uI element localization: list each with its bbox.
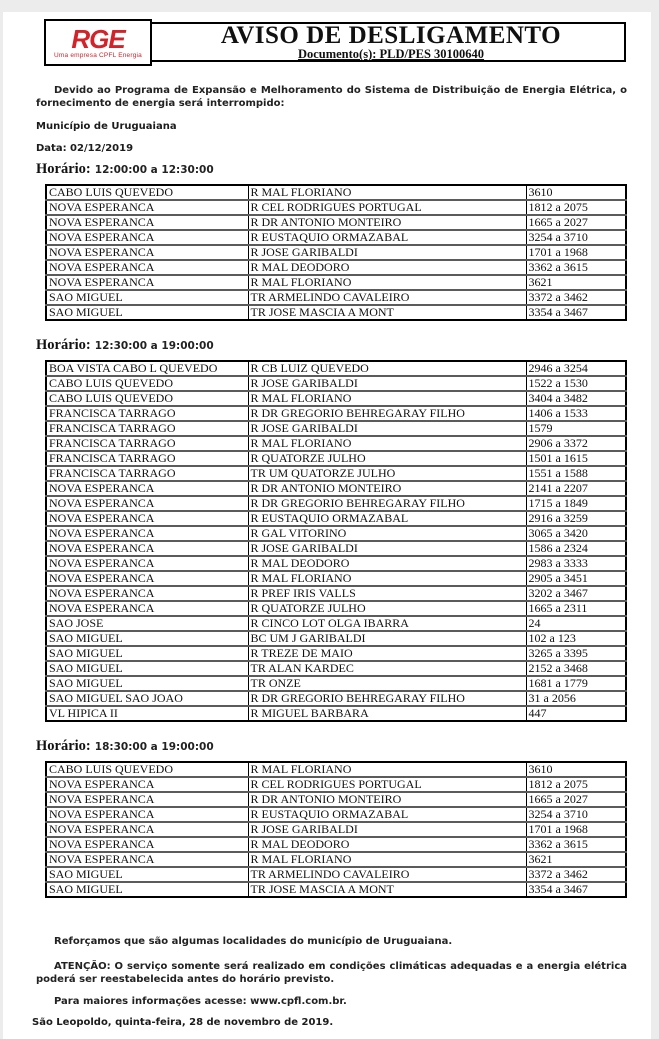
neighborhood-cell: NOVA ESPERANCA [46, 601, 248, 616]
table-row [46, 275, 626, 290]
number-range-cell: 1812 a 2075 [526, 200, 626, 215]
table-row [46, 631, 626, 646]
number-range-cell: 3202 a 3467 [526, 586, 626, 601]
neighborhood-cell: SAO MIGUEL [46, 290, 248, 305]
street-cell: R MAL FLORIANO [248, 185, 526, 200]
neighborhood-cell: SAO MIGUEL SAO JOAO [46, 691, 248, 706]
number-range-cell: 3065 a 3420 [526, 526, 626, 541]
table-row [46, 616, 626, 631]
number-range-cell: 1586 a 2324 [526, 541, 626, 556]
street-cell: R EUSTAQUIO ORMAZABAL [248, 807, 526, 822]
schedule-heading [36, 736, 627, 754]
street-cell: R DR GREGORIO BEHREGARAY FILHO [248, 496, 526, 511]
number-range-cell: 3610 [526, 762, 626, 777]
date-line: Data: 02/12/2019 [36, 143, 134, 154]
document-header [36, 19, 627, 66]
neighborhood-cell: NOVA ESPERANCA [46, 511, 248, 526]
number-range-cell: 1701 a 1968 [526, 822, 626, 837]
number-range-cell: 1522 a 1530 [526, 376, 626, 391]
neighborhood-cell: SAO MIGUEL [46, 676, 248, 691]
outage-table [45, 184, 627, 321]
table-row [46, 762, 626, 777]
number-range-cell: 2152 a 3468 [526, 661, 626, 676]
street-cell: R MAL DEODORO [248, 556, 526, 571]
neighborhood-cell: FRANCISCA TARRAGO [46, 436, 248, 451]
table-row [46, 376, 626, 391]
street-cell: R DR GREGORIO BEHREGARAY FILHO [248, 691, 526, 706]
number-range-cell: 1715 a 1849 [526, 496, 626, 511]
street-cell: R DR ANTONIO MONTEIRO [248, 792, 526, 807]
number-range-cell: 1551 a 1588 [526, 466, 626, 481]
neighborhood-cell: CABO LUIS QUEVEDO [46, 376, 248, 391]
street-cell: R JOSE GARIBALDI [248, 822, 526, 837]
street-cell: R MAL DEODORO [248, 260, 526, 275]
horario-time: 18:30:00 a 19:00:00 [94, 741, 214, 753]
neighborhood-cell: SAO MIGUEL [46, 631, 248, 646]
table-row [46, 822, 626, 837]
neighborhood-cell: NOVA ESPERANCA [46, 215, 248, 230]
number-range-cell: 1501 a 1615 [526, 451, 626, 466]
number-range-cell: 1665 a 2027 [526, 792, 626, 807]
street-cell: R DR ANTONIO MONTEIRO [248, 481, 526, 496]
schedule-section [36, 159, 627, 321]
neighborhood-cell: SAO MIGUEL [46, 867, 248, 882]
neighborhood-cell: NOVA ESPERANCA [46, 200, 248, 215]
horario-time: 12:30:00 a 19:00:00 [94, 340, 214, 352]
table-row [46, 496, 626, 511]
neighborhood-cell: CABO LUIS QUEVEDO [46, 185, 248, 200]
schedule-section [36, 335, 627, 722]
horario-time: 12:00:00 a 12:30:00 [94, 164, 214, 176]
outage-table [45, 761, 627, 898]
table-row [46, 571, 626, 586]
street-cell: R CEL RODRIGUES PORTUGAL [248, 777, 526, 792]
table-row [46, 601, 626, 616]
horario-label: Horário: [36, 161, 91, 177]
street-cell: R QUATORZE JULHO [248, 601, 526, 616]
neighborhood-cell: FRANCISCA TARRAGO [46, 406, 248, 421]
number-range-cell: 1812 a 2075 [526, 777, 626, 792]
number-range-cell: 1665 a 2311 [526, 601, 626, 616]
table-row [46, 466, 626, 481]
street-cell: TR ARMELINDO CAVALEIRO [248, 867, 526, 882]
table-row [46, 215, 626, 230]
rge-logo [44, 19, 152, 66]
table-row [46, 290, 626, 305]
rge-logo-text: RGE [71, 24, 125, 54]
horario-label: Horário: [36, 337, 91, 353]
neighborhood-cell: NOVA ESPERANCA [46, 230, 248, 245]
schedule-section [36, 736, 627, 898]
street-cell: TR JOSE MASCIA A MONT [248, 882, 526, 897]
table-row [46, 391, 626, 406]
street-cell: R MAL FLORIANO [248, 852, 526, 867]
footer-note: Reforçamos que são algumas localidades do município de Uruguaiana. [54, 936, 453, 947]
neighborhood-cell: NOVA ESPERANCA [46, 586, 248, 601]
neighborhood-cell: VL HIPICA II [46, 706, 248, 721]
number-range-cell: 24 [526, 616, 626, 631]
street-cell: R DR ANTONIO MONTEIRO [248, 215, 526, 230]
street-cell: R MAL FLORIANO [248, 275, 526, 290]
street-cell: R CINCO LOT OLGA IBARRA [248, 616, 526, 631]
neighborhood-cell: NOVA ESPERANCA [46, 275, 248, 290]
neighborhood-cell: CABO LUIS QUEVEDO [46, 762, 248, 777]
table-row [46, 481, 626, 496]
table-row [46, 436, 626, 451]
number-range-cell: 3354 a 3467 [526, 305, 626, 320]
neighborhood-cell: NOVA ESPERANCA [46, 260, 248, 275]
street-cell: R EUSTAQUIO ORMAZABAL [248, 230, 526, 245]
number-range-cell: 3610 [526, 185, 626, 200]
number-range-cell: 2906 a 3372 [526, 436, 626, 451]
street-cell: R CEL RODRIGUES PORTUGAL [248, 200, 526, 215]
table-row [46, 200, 626, 215]
table-row [46, 230, 626, 245]
number-range-cell: 2983 a 3333 [526, 556, 626, 571]
street-cell: TR JOSE MASCIA A MONT [248, 305, 526, 320]
neighborhood-cell: FRANCISCA TARRAGO [46, 421, 248, 436]
neighborhood-cell: NOVA ESPERANCA [46, 526, 248, 541]
table-row [46, 305, 626, 320]
street-cell: TR ALAN KARDEC [248, 661, 526, 676]
number-range-cell: 3404 a 3482 [526, 391, 626, 406]
neighborhood-cell: NOVA ESPERANCA [46, 496, 248, 511]
street-cell: R MAL DEODORO [248, 837, 526, 852]
street-cell: R CB LUIZ QUEVEDO [248, 361, 526, 376]
street-cell: R MAL FLORIANO [248, 571, 526, 586]
street-cell: R JOSE GARIBALDI [248, 245, 526, 260]
street-cell: R DR GREGORIO BEHREGARAY FILHO [248, 406, 526, 421]
street-cell: R TREZE DE MAIO [248, 646, 526, 661]
table-row [46, 807, 626, 822]
table-row [46, 586, 626, 601]
table-row [46, 185, 626, 200]
schedule-heading [36, 159, 627, 177]
number-range-cell: 3372 a 3462 [526, 867, 626, 882]
number-range-cell: 1579 [526, 421, 626, 436]
number-range-cell: 447 [526, 706, 626, 721]
neighborhood-cell: SAO JOSE [46, 616, 248, 631]
neighborhood-cell: NOVA ESPERANCA [46, 822, 248, 837]
neighborhood-cell: NOVA ESPERANCA [46, 852, 248, 867]
number-range-cell: 3254 a 3710 [526, 807, 626, 822]
number-range-cell: 3254 a 3710 [526, 230, 626, 245]
table-row [46, 245, 626, 260]
number-range-cell: 3362 a 3615 [526, 837, 626, 852]
table-row [46, 792, 626, 807]
table-row [46, 556, 626, 571]
number-range-cell: 2905 a 3451 [526, 571, 626, 586]
number-range-cell: 1406 a 1533 [526, 406, 626, 421]
street-cell: R JOSE GARIBALDI [248, 541, 526, 556]
neighborhood-cell: FRANCISCA TARRAGO [46, 466, 248, 481]
table-row [46, 661, 626, 676]
street-cell: R MAL FLORIANO [248, 436, 526, 451]
street-cell: R MIGUEL BARBARA [248, 706, 526, 721]
street-cell: R MAL FLORIANO [248, 762, 526, 777]
table-row [46, 882, 626, 897]
document-number: Documento(s): PLD/PES 30100640 [297, 47, 485, 61]
number-range-cell: 1665 a 2027 [526, 215, 626, 230]
table-row [46, 511, 626, 526]
street-cell: R GAL VITORINO [248, 526, 526, 541]
number-range-cell: 3265 a 3395 [526, 646, 626, 661]
neighborhood-cell: CABO LUIS QUEVEDO [46, 391, 248, 406]
attention-paragraph: ATENÇÃO: O serviço somente será realizado em condições climáticas adequadas e a energia elétrica poderá ser reestabelecida antes do horário previsto. [36, 961, 627, 985]
street-cell: R PREF IRIS VALLS [248, 586, 526, 601]
neighborhood-cell: NOVA ESPERANCA [46, 541, 248, 556]
signoff-line: São Leopoldo, quinta-feira, 28 de novembro de 2019. [32, 1017, 334, 1028]
neighborhood-cell: NOVA ESPERANCA [46, 777, 248, 792]
table-row [46, 406, 626, 421]
street-cell: R EUSTAQUIO ORMAZABAL [248, 511, 526, 526]
table-row [46, 646, 626, 661]
table-row [46, 867, 626, 882]
street-cell: BC UM J GARIBALDI [248, 631, 526, 646]
table-row [46, 421, 626, 436]
street-cell: R QUATORZE JULHO [248, 451, 526, 466]
number-range-cell: 31 a 2056 [526, 691, 626, 706]
number-range-cell: 2916 a 3259 [526, 511, 626, 526]
neighborhood-cell: SAO MIGUEL [46, 305, 248, 320]
table-row [46, 777, 626, 792]
neighborhood-cell: NOVA ESPERANCA [46, 837, 248, 852]
number-range-cell: 3372 a 3462 [526, 290, 626, 305]
rge-logo-tagline: Uma empresa CPFL Energia [53, 52, 142, 59]
number-range-cell: 3621 [526, 852, 626, 867]
schedule-heading [36, 335, 627, 353]
schedules [36, 159, 627, 898]
neighborhood-cell: BOA VISTA CABO L QUEVEDO [46, 361, 248, 376]
horario-label: Horário: [36, 738, 91, 754]
number-range-cell: 3362 a 3615 [526, 260, 626, 275]
number-range-cell: 2946 a 3254 [526, 361, 626, 376]
outage-table [45, 360, 627, 722]
street-cell: TR ARMELINDO CAVALEIRO [248, 290, 526, 305]
neighborhood-cell: NOVA ESPERANCA [46, 807, 248, 822]
table-row [46, 260, 626, 275]
info-line: Para maiores informações acesse: www.cpfl.com.br. [54, 996, 347, 1007]
intro-paragraph: Devido ao Programa de Expansão e Melhoramento do Sistema de Distribuição de Energia Elétrica, o fornecimento de energia será interrompido: [36, 85, 627, 109]
table-row [46, 676, 626, 691]
neighborhood-cell: NOVA ESPERANCA [46, 245, 248, 260]
neighborhood-cell: FRANCISCA TARRAGO [46, 451, 248, 466]
street-cell: R JOSE GARIBALDI [248, 376, 526, 391]
table-row [46, 691, 626, 706]
neighborhood-cell: NOVA ESPERANCA [46, 792, 248, 807]
number-range-cell: 3354 a 3467 [526, 882, 626, 897]
neighborhood-cell: SAO MIGUEL [46, 646, 248, 661]
street-cell: TR UM QUATORZE JULHO [248, 466, 526, 481]
municipality-line: Município de Uruguaiana [36, 121, 177, 132]
page-title: AVISO DE DESLIGAMENTO [220, 22, 562, 49]
number-range-cell: 3621 [526, 275, 626, 290]
neighborhood-cell: SAO MIGUEL [46, 882, 248, 897]
number-range-cell: 1701 a 1968 [526, 245, 626, 260]
table-row [46, 706, 626, 721]
table-row [46, 541, 626, 556]
table-row [46, 852, 626, 867]
table-row [46, 837, 626, 852]
neighborhood-cell: SAO MIGUEL [46, 661, 248, 676]
number-range-cell: 2141 a 2207 [526, 481, 626, 496]
table-row [46, 526, 626, 541]
number-range-cell: 102 a 123 [526, 631, 626, 646]
street-cell: R MAL FLORIANO [248, 391, 526, 406]
neighborhood-cell: NOVA ESPERANCA [46, 481, 248, 496]
street-cell: TR ONZE [248, 676, 526, 691]
number-range-cell: 1681 a 1779 [526, 676, 626, 691]
neighborhood-cell: NOVA ESPERANCA [46, 571, 248, 586]
table-row [46, 361, 626, 376]
table-row [46, 451, 626, 466]
neighborhood-cell: NOVA ESPERANCA [46, 556, 248, 571]
street-cell: R JOSE GARIBALDI [248, 421, 526, 436]
